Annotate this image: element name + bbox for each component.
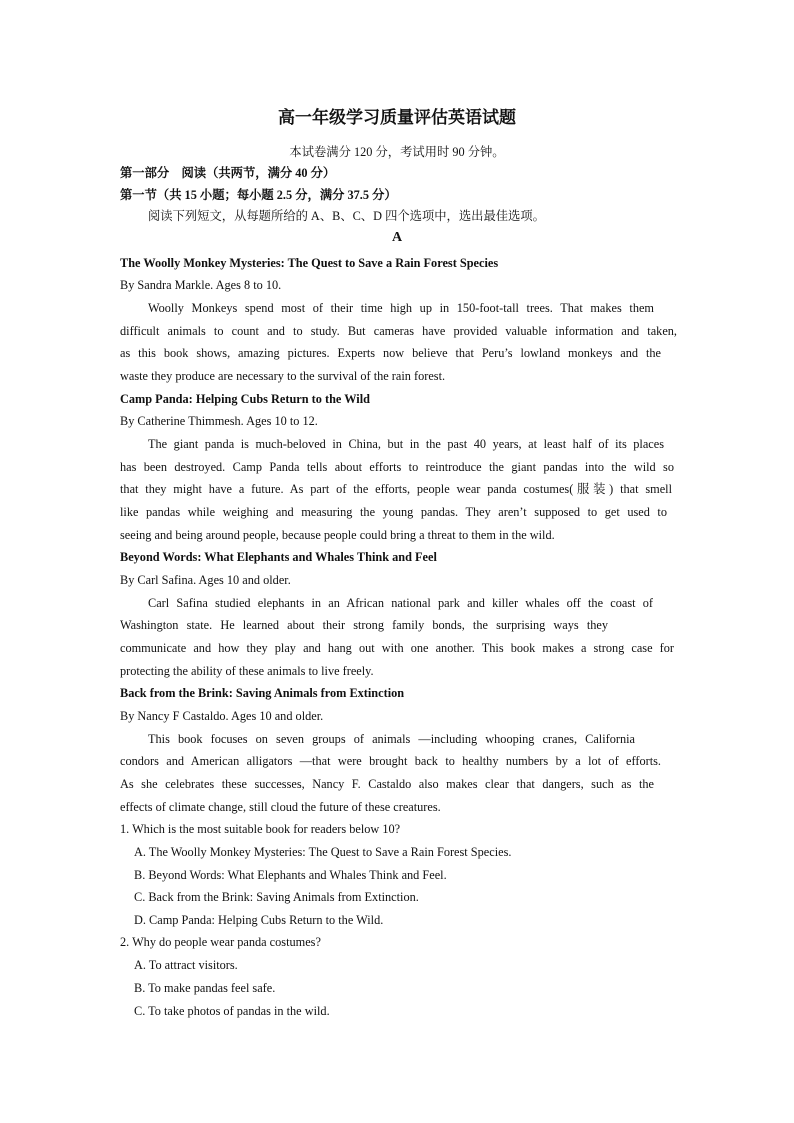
book-description-line: This book focuses on seven groups of animals —including whooping cranes, California <box>148 732 635 746</box>
book-description-line: condors and American alligators —that were brought back to healthy numbers by a lot of efforts. <box>120 754 661 768</box>
answer-option[interactable]: A. The Woolly Monkey Mysteries: The Quest to Save a Rain Forest Species. <box>134 845 512 859</box>
section-heading: 第一节（共 15 小题；每小题 2.5 分，满分 37.5 分） <box>120 188 397 202</box>
book-description-line: as this book shows, amazing pictures. Experts now believe that Peru’s lowland monkeys and the <box>120 346 661 360</box>
book-title: Back from the Brink: Saving Animals from Extinction <box>120 686 405 700</box>
book-description-line: Woolly Monkeys spend most of their time high up in 150-foot-tall trees. That makes them <box>148 301 654 315</box>
part-heading: 第一部分 阅读（共两节，满分 40 分） <box>120 166 336 180</box>
book-description-line: has been destroyed. Camp Panda tells about efforts to reintroduce the giant pandas into the wild so <box>120 460 674 474</box>
answer-option[interactable]: B. To make pandas feel safe. <box>134 981 276 995</box>
answer-option[interactable]: C. To take photos of pandas in the wild. <box>134 1004 330 1018</box>
book-description-line: seeing and being around people, because people could bring a threat to them in the wild. <box>120 528 555 542</box>
answer-option[interactable]: C. Back from the Brink: Saving Animals from Extinction. <box>134 890 419 904</box>
answer-option[interactable]: D. Camp Panda: Helping Cubs Return to the Wild. <box>134 913 384 927</box>
book-byline: By Catherine Thimmesh. Ages 10 to 12. <box>120 414 318 428</box>
book-description-line: Washington state. He learned about their strong family bonds, the surprising ways they <box>120 618 608 632</box>
book-description-line: protecting the ability of these animals to live freely. <box>120 664 374 678</box>
exam-info: 本试卷满分 120 分，考试用时 90 分钟。 <box>289 145 505 159</box>
book-title: The Woolly Monkey Mysteries: The Quest to Save a Rain Forest Species <box>120 256 499 270</box>
book-description-line: communicate and how they play and hang out with one another. This book makes a strong case for <box>120 641 674 655</box>
book-title: Camp Panda: Helping Cubs Return to the Wild <box>120 392 370 406</box>
book-description-line: difficult animals to count and to study. But cameras have provided valuable information and taken, <box>120 324 677 338</box>
passage-label: A <box>391 230 403 245</box>
book-title: Beyond Words: What Elephants and Whales Think and Feel <box>120 550 437 564</box>
book-description-line: waste they produce are necessary to the survival of the rain forest. <box>120 369 446 383</box>
question-stem: 2. Why do people wear panda costumes? <box>120 935 321 949</box>
answer-option[interactable]: B. Beyond Words: What Elephants and Whales Think and Feel. <box>134 868 447 882</box>
book-description-line: that they might have a future. As part of the efforts, people wear panda costumes(服装) that smell <box>120 482 672 496</box>
instruction-text: 阅读下列短文，从每题所给的 A、B、C、D 四个选项中，选出最佳选项。 <box>148 209 545 223</box>
book-description-line: like pandas while weighing and measuring the young pandas. They aren’t supposed to get used to <box>120 505 667 519</box>
question-stem: 1. Which is the most suitable book for readers below 10? <box>120 822 401 836</box>
book-description-line: effects of climate change, still cloud the future of these creatures. <box>120 800 441 814</box>
page-title: 高一年级学习质量评估英语试题 <box>278 108 516 127</box>
book-byline: By Nancy F Castaldo. Ages 10 and older. <box>120 709 324 723</box>
book-byline: By Carl Safina. Ages 10 and older. <box>120 573 291 587</box>
book-description-line: Carl Safina studied elephants in an African national park and killer whales off the coast of <box>148 596 653 610</box>
book-description-line: As she celebrates these successes, Nancy F. Castaldo also makes clear that dangers, such as the <box>120 777 654 791</box>
book-description-line: The giant panda is much-beloved in China, but in the past 40 years, at least half of its places <box>148 437 664 451</box>
answer-option[interactable]: A. To attract visitors. <box>134 958 238 972</box>
book-byline: By Sandra Markle. Ages 8 to 10. <box>120 278 282 292</box>
